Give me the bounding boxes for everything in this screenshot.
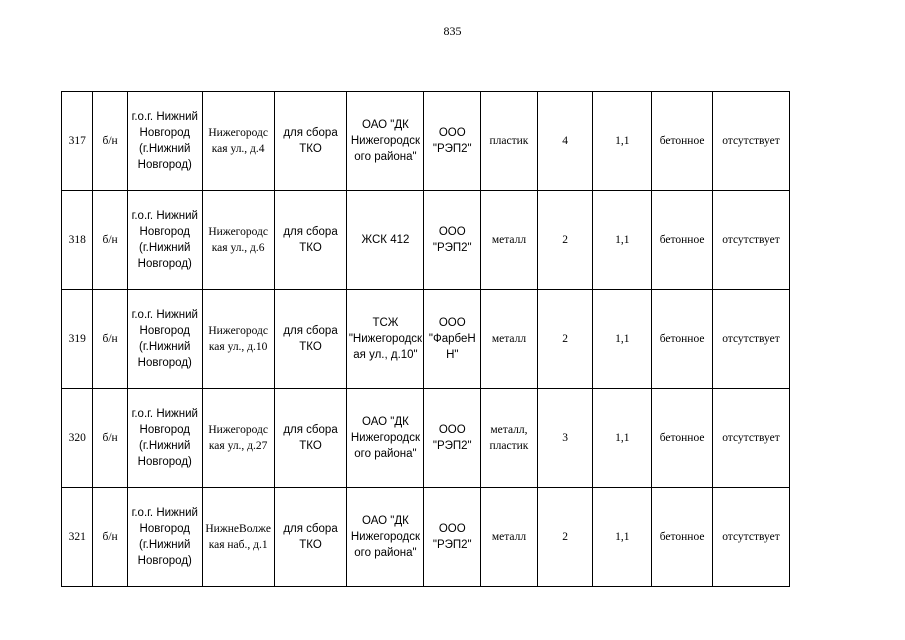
surface-cell: бетонное [652,191,713,290]
address-cell [202,488,274,587]
address-cell-line: Нижегородс [208,127,268,139]
purpose-cell [274,92,347,191]
municipality-cell-line: Новгород) [137,357,192,369]
owner-cell-line: Нижегородск [350,135,421,147]
surface-cell: бетонное [652,290,713,389]
operator-cell-line: ООО [438,424,466,436]
container-volume-cell: 1,1 [593,290,652,389]
municipality-cell-line: Новгород [139,127,190,139]
surface-cell: бетонное [652,92,713,191]
material-cell [481,389,538,488]
container-volume-cell: 1,1 [593,389,652,488]
purpose-cell-line: ТКО [299,242,322,254]
municipality-cell-line: (г.Нижний [139,143,191,155]
operator-cell-line: ООО [438,317,466,329]
municipality-cell-line: Новгород) [137,159,192,171]
operator-cell-line: "РЭП2" [432,440,472,452]
container-volume-cell: 1,1 [593,92,652,191]
address-cell [202,290,274,389]
address-cell-line: Нижегородс [208,325,268,337]
fence-cell: отсутствует [712,191,789,290]
mark-cell: б/н [93,191,127,290]
material-cell-line: металл [491,234,527,246]
municipality-cell [127,488,202,587]
address-cell-line: кая ул., д.6 [211,242,265,254]
address-cell [202,191,274,290]
container-volume-cell: 1,1 [593,488,652,587]
purpose-cell-line: ТКО [299,440,322,452]
operator-cell-line: "РЭП2" [432,539,472,551]
purpose-cell-line: ТКО [299,143,322,155]
operator-cell-line: ООО [438,226,466,238]
material-cell-line: металл [491,333,527,345]
mark-cell: б/н [93,488,127,587]
address-cell-line: НижнеВолже [205,523,271,535]
municipality-cell-line: г.о.г. Нижний [131,210,198,222]
municipality-cell-line: (г.Нижний [139,242,191,254]
owner-cell-line: ая ул., д.10" [353,349,418,361]
owner-cell-line: Нижегородск [350,531,421,543]
operator-cell-line: "РЭП2" [432,242,472,254]
table-row [62,191,790,290]
owner-cell-line: ого района" [354,151,417,163]
operator-cell [424,389,481,488]
container-volume-cell: 1,1 [593,191,652,290]
fence-cell: отсутствует [712,389,789,488]
operator-cell-line: "РЭП2" [432,143,472,155]
owner-cell [347,92,424,191]
owner-cell-line: ого района" [354,448,417,460]
fence-cell: отсутствует [712,290,789,389]
row-number-cell: 318 [62,191,93,290]
purpose-cell [274,191,347,290]
operator-cell [424,488,481,587]
row-number-cell: 319 [62,290,93,389]
owner-cell [347,389,424,488]
purpose-cell-line: для сбора [283,523,338,535]
container-count-cell: 3 [537,389,593,488]
surface-cell: бетонное [652,389,713,488]
page-number: 835 [443,24,462,38]
owner-cell-line: ого района" [354,547,417,559]
material-cell [481,92,538,191]
row-number-cell: 321 [62,488,93,587]
address-cell [202,92,274,191]
address-cell-line: Нижегородс [208,226,268,238]
container-count-cell: 2 [537,290,593,389]
municipality-cell-line: г.о.г. Нижний [131,309,198,321]
owner-cell-line: ТСЖ [372,317,399,329]
container-count-cell: 2 [537,191,593,290]
municipality-cell-line: Новгород [139,325,190,337]
address-cell-line: кая ул., д.10 [208,341,268,353]
mark-cell: б/н [93,290,127,389]
owner-cell-line: ОАО "ДК [362,119,409,131]
purpose-cell [274,290,347,389]
operator-cell [424,92,481,191]
municipality-cell-line: (г.Нижний [139,539,191,551]
table-row [62,488,790,587]
material-cell [481,191,538,290]
material-cell-line: металл, [490,424,528,436]
owner-cell [347,488,424,587]
operator-cell-line: ООО [438,523,466,535]
purpose-cell [274,389,347,488]
surface-cell: бетонное [652,488,713,587]
municipality-cell-line: г.о.г. Нижний [131,111,198,123]
operator-cell-line: ООО [438,127,466,139]
owner-cell-line: ЖСК 412 [361,234,410,246]
address-cell-line: кая ул., д.4 [211,143,265,155]
owner-cell [347,191,424,290]
operator-cell-line: Н" [446,349,459,361]
purpose-cell-line: ТКО [299,539,322,551]
registry-table [61,91,790,587]
purpose-cell-line: для сбора [283,325,338,337]
owner-cell-line: ОАО "ДК [362,515,409,527]
municipality-cell-line: Новгород) [137,555,192,567]
municipality-cell [127,92,202,191]
owner-cell-line: Нижегородск [350,432,421,444]
municipality-cell-line: Новгород [139,523,190,535]
municipality-cell-line: Новгород [139,226,190,238]
material-cell-line: пластик [489,135,529,147]
address-cell [202,389,274,488]
fence-cell: отсутствует [712,488,789,587]
mark-cell: б/н [93,92,127,191]
fence-cell: отсутствует [712,92,789,191]
material-cell-line: пластик [489,440,529,452]
registry-body [62,92,790,587]
purpose-cell-line: ТКО [299,341,322,353]
purpose-cell-line: для сбора [283,424,338,436]
municipality-cell-line: Новгород [139,424,190,436]
municipality-cell-line: г.о.г. Нижний [131,507,198,519]
row-number-cell: 317 [62,92,93,191]
operator-cell [424,191,481,290]
owner-cell-line: ОАО "ДК [362,416,409,428]
municipality-cell [127,191,202,290]
address-cell-line: кая ул., д.27 [208,440,268,452]
owner-cell-line: "Нижегородск [348,333,423,345]
purpose-cell-line: для сбора [283,127,338,139]
mark-cell: б/н [93,389,127,488]
table-row [62,290,790,389]
owner-cell [347,290,424,389]
municipality-cell-line: г.о.г. Нижний [131,408,198,420]
municipality-cell-line: Новгород) [137,456,192,468]
municipality-cell-line: (г.Нижний [139,341,191,353]
purpose-cell [274,488,347,587]
operator-cell-line: "ФарбеН [428,333,476,345]
row-number-cell: 320 [62,389,93,488]
table-row [62,92,790,191]
material-cell [481,290,538,389]
material-cell-line: металл [491,531,527,543]
purpose-cell-line: для сбора [283,226,338,238]
container-count-cell: 4 [537,92,593,191]
operator-cell [424,290,481,389]
municipality-cell-line: (г.Нижний [139,440,191,452]
municipality-cell-line: Новгород) [137,258,192,270]
address-cell-line: кая наб., д.1 [208,539,268,551]
municipality-cell [127,290,202,389]
table-row [62,389,790,488]
address-cell-line: Нижегородс [208,424,268,436]
container-count-cell: 2 [537,488,593,587]
material-cell [481,488,538,587]
municipality-cell [127,389,202,488]
